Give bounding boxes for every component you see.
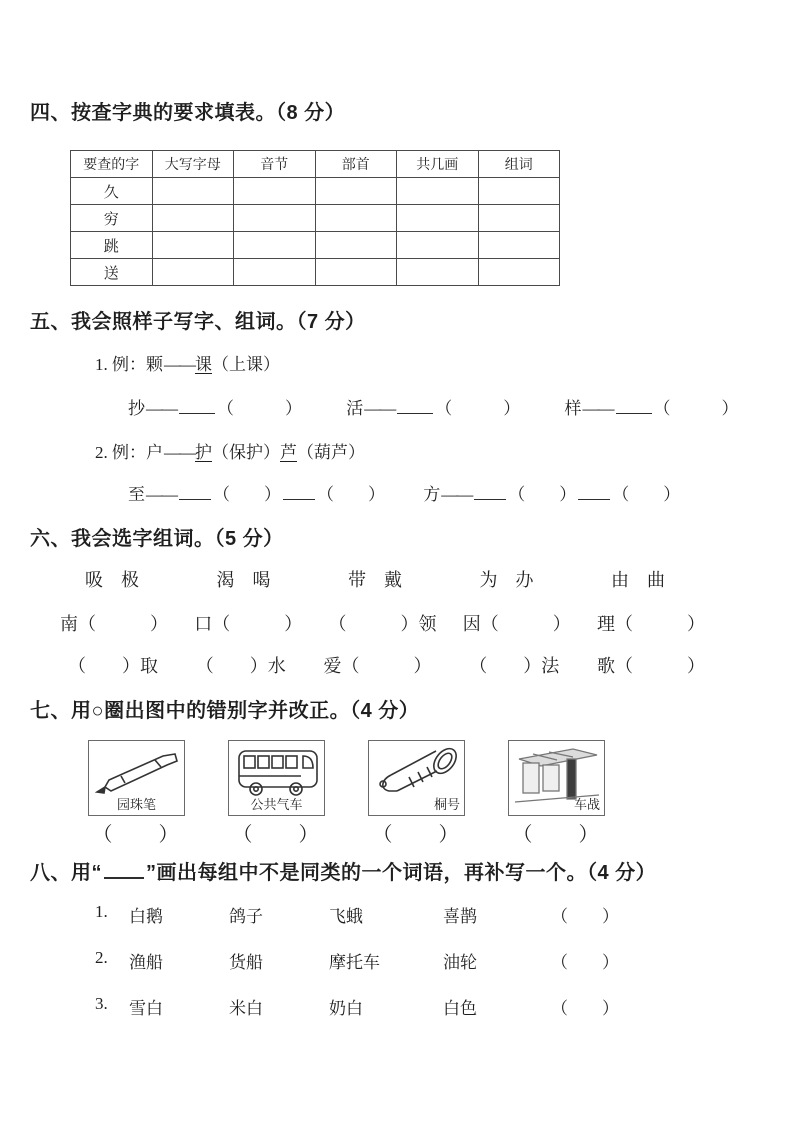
empty-answer-cell bbox=[152, 232, 234, 259]
section-five-title: 五、我会照样子写字、组词。（7 分） bbox=[30, 311, 366, 333]
section-eight-title bbox=[30, 856, 656, 885]
choice-pair: 吸 极 bbox=[85, 570, 139, 590]
row-number: 3. bbox=[95, 994, 108, 1013]
base-char: 活 bbox=[346, 399, 364, 418]
base-char: 样 bbox=[564, 399, 582, 418]
copy-write-line-1 bbox=[128, 394, 739, 419]
lookup-char-cell: 穷 bbox=[71, 205, 153, 232]
empty-answer-cell bbox=[152, 178, 234, 205]
answer-blank-line bbox=[616, 397, 652, 414]
word-build-group bbox=[565, 394, 739, 419]
answer-paren: （ ） bbox=[217, 399, 302, 418]
example-word: （上课） bbox=[212, 355, 280, 374]
fill-word-group: 歌（ ） bbox=[597, 656, 705, 676]
base-char: 至 bbox=[128, 485, 145, 504]
word: 奶白 bbox=[329, 999, 363, 1018]
empty-answer-cell bbox=[234, 232, 316, 259]
answer-paren: （ ） bbox=[653, 399, 739, 418]
empty-answer-cell bbox=[397, 205, 479, 232]
dash: —— bbox=[164, 355, 194, 374]
choice-pair: 为 办 bbox=[479, 570, 534, 590]
word-build-group bbox=[128, 480, 385, 505]
table-row bbox=[71, 205, 560, 232]
dash: —— bbox=[582, 399, 613, 418]
answer-paren: （ ） bbox=[551, 907, 619, 926]
lookup-char-cell: 跳 bbox=[71, 232, 153, 259]
empty-answer-cell bbox=[397, 178, 479, 205]
figure-answer-row bbox=[88, 818, 605, 847]
example-line-2 bbox=[95, 438, 365, 463]
copy-write-line-2 bbox=[128, 480, 680, 505]
word-build-group bbox=[128, 394, 302, 419]
table-row bbox=[71, 178, 560, 205]
fill-word-group: （ ）领 bbox=[328, 614, 437, 634]
answer-paren: （ ） bbox=[213, 485, 281, 504]
word: 米白 bbox=[229, 999, 263, 1018]
fill-word-group: （ ）法 bbox=[469, 656, 560, 676]
fill-word-group: （ ）水 bbox=[195, 656, 286, 676]
figure-row bbox=[88, 740, 605, 816]
lookup-char-cell: 送 bbox=[71, 259, 153, 286]
answer-paren: （ ） bbox=[317, 485, 385, 504]
row-number: 2. bbox=[95, 948, 108, 967]
example-answer-char: 芦 bbox=[280, 443, 297, 462]
fill-word-group: 理（ ） bbox=[597, 614, 705, 634]
fill-word-group: （ ）取 bbox=[68, 656, 158, 676]
dash: —— bbox=[364, 399, 395, 418]
empty-answer-cell bbox=[397, 232, 479, 259]
choice-pair: 渴 喝 bbox=[216, 570, 271, 590]
section-six-title: 六、我会选字组词。（5 分） bbox=[30, 528, 284, 550]
figure-box-trumpet bbox=[368, 740, 465, 816]
bus-icon bbox=[231, 743, 323, 799]
answer-paren: （ ） bbox=[612, 485, 681, 504]
answer-blank-line bbox=[578, 483, 610, 500]
empty-answer-cell bbox=[234, 259, 316, 286]
underline-mark bbox=[104, 860, 144, 879]
row-number: 1. bbox=[95, 902, 108, 921]
base-char: 抄 bbox=[128, 399, 145, 418]
empty-answer-cell bbox=[315, 259, 397, 286]
dash: —— bbox=[164, 443, 194, 462]
figure-label: 园珠笔 bbox=[116, 797, 156, 812]
table-header-cell: 音节 bbox=[234, 151, 316, 178]
choice-pair: 由 曲 bbox=[611, 570, 665, 590]
word: 油轮 bbox=[443, 953, 477, 972]
table-header-cell: 组词 bbox=[478, 151, 560, 178]
answer-blank-line bbox=[179, 483, 211, 500]
word: 渔船 bbox=[129, 953, 163, 972]
word: 喜鹊 bbox=[443, 907, 477, 926]
answer-paren: （ ） bbox=[508, 485, 577, 504]
word: 白色 bbox=[443, 999, 477, 1018]
example-word: （葫芦） bbox=[297, 443, 365, 462]
choice-pairs-row bbox=[85, 566, 665, 592]
figure-box-pen bbox=[88, 740, 185, 816]
empty-answer-cell bbox=[315, 232, 397, 259]
empty-answer-cell bbox=[234, 205, 316, 232]
dictionary-lookup-table bbox=[70, 150, 560, 286]
answer-paren: （ ） bbox=[551, 999, 619, 1018]
answer-paren: （ ） bbox=[435, 399, 521, 418]
ballpoint-pen-icon bbox=[91, 743, 183, 795]
empty-answer-cell bbox=[315, 205, 397, 232]
example-label: 1. 例：颗 bbox=[95, 355, 163, 374]
answer-blank-line bbox=[474, 483, 506, 500]
fill-word-group: 因（ ） bbox=[462, 614, 571, 634]
answer-blank-line bbox=[283, 483, 315, 500]
example-label: 2. 例：户 bbox=[95, 443, 163, 462]
example-word: （保护） bbox=[212, 443, 280, 462]
word: 货船 bbox=[229, 953, 263, 972]
answer-paren: （ ） bbox=[92, 824, 181, 846]
empty-answer-cell bbox=[315, 178, 397, 205]
fill-word-row-1 bbox=[60, 610, 705, 636]
word-build-group bbox=[346, 394, 520, 419]
dash: —— bbox=[146, 399, 176, 418]
fill-word-group: 爱（ ） bbox=[323, 656, 432, 676]
category-row bbox=[95, 948, 619, 973]
word-build-group bbox=[423, 480, 680, 505]
example-answer-char: 护 bbox=[195, 443, 212, 462]
empty-answer-cell bbox=[234, 178, 316, 205]
fill-word-row-2 bbox=[68, 652, 705, 678]
section-four-title: 四、按查字典的要求填表。（8 分） bbox=[30, 102, 346, 124]
empty-answer-cell bbox=[478, 178, 560, 205]
empty-answer-cell bbox=[152, 259, 234, 286]
table-header-cell: 共几画 bbox=[397, 151, 479, 178]
answer-paren: （ ） bbox=[551, 953, 619, 972]
category-row bbox=[95, 994, 619, 1019]
answer-paren: （ ） bbox=[512, 824, 601, 846]
choice-pair: 带 戴 bbox=[348, 570, 402, 590]
empty-answer-cell bbox=[152, 205, 234, 232]
table-header-cell: 大写字母 bbox=[152, 151, 234, 178]
table-header-cell: 要查的字 bbox=[71, 151, 153, 178]
section-eight-title-prefix: 八、用“ bbox=[30, 862, 102, 884]
word: 鸽子 bbox=[229, 907, 263, 926]
answer-paren: （ ） bbox=[232, 824, 321, 846]
answer-blank-line bbox=[397, 397, 433, 414]
word: 飞蛾 bbox=[329, 907, 363, 926]
lookup-char-cell: 久 bbox=[71, 178, 153, 205]
figure-box-bus bbox=[228, 740, 325, 816]
figure-label: 车战 bbox=[573, 797, 600, 812]
figure-label: 公共气车 bbox=[250, 797, 303, 812]
example-line-1 bbox=[95, 350, 280, 375]
word: 白鹅 bbox=[129, 907, 163, 926]
table-row bbox=[71, 232, 560, 259]
empty-answer-cell bbox=[397, 259, 479, 286]
answer-paren: （ ） bbox=[372, 824, 461, 846]
figure-label: 桐号 bbox=[433, 797, 460, 812]
figure-box-bus-stop bbox=[508, 740, 605, 816]
table-row bbox=[71, 259, 560, 286]
answer-blank-line bbox=[179, 397, 215, 414]
dash: —— bbox=[441, 485, 472, 504]
dash: —— bbox=[146, 485, 176, 504]
example-answer-char: 课 bbox=[195, 355, 212, 374]
section-eight-title-suffix: ”画出每组中不是同类的一个词语，再补写一个。（4 分） bbox=[146, 862, 657, 884]
empty-answer-cell bbox=[478, 205, 560, 232]
category-row bbox=[95, 902, 619, 927]
table-header-cell: 部首 bbox=[315, 151, 397, 178]
empty-answer-cell bbox=[478, 232, 560, 259]
fill-word-group: 南（ ） bbox=[60, 614, 168, 634]
empty-answer-cell bbox=[478, 259, 560, 286]
word: 摩托车 bbox=[329, 953, 380, 972]
section-seven-title: 七、用○圈出图中的错别字并改正。（4 分） bbox=[30, 700, 420, 722]
base-char: 方 bbox=[423, 485, 441, 504]
fill-word-group: 口（ ） bbox=[194, 614, 303, 634]
word: 雪白 bbox=[129, 999, 163, 1018]
table-header-row bbox=[71, 151, 560, 178]
